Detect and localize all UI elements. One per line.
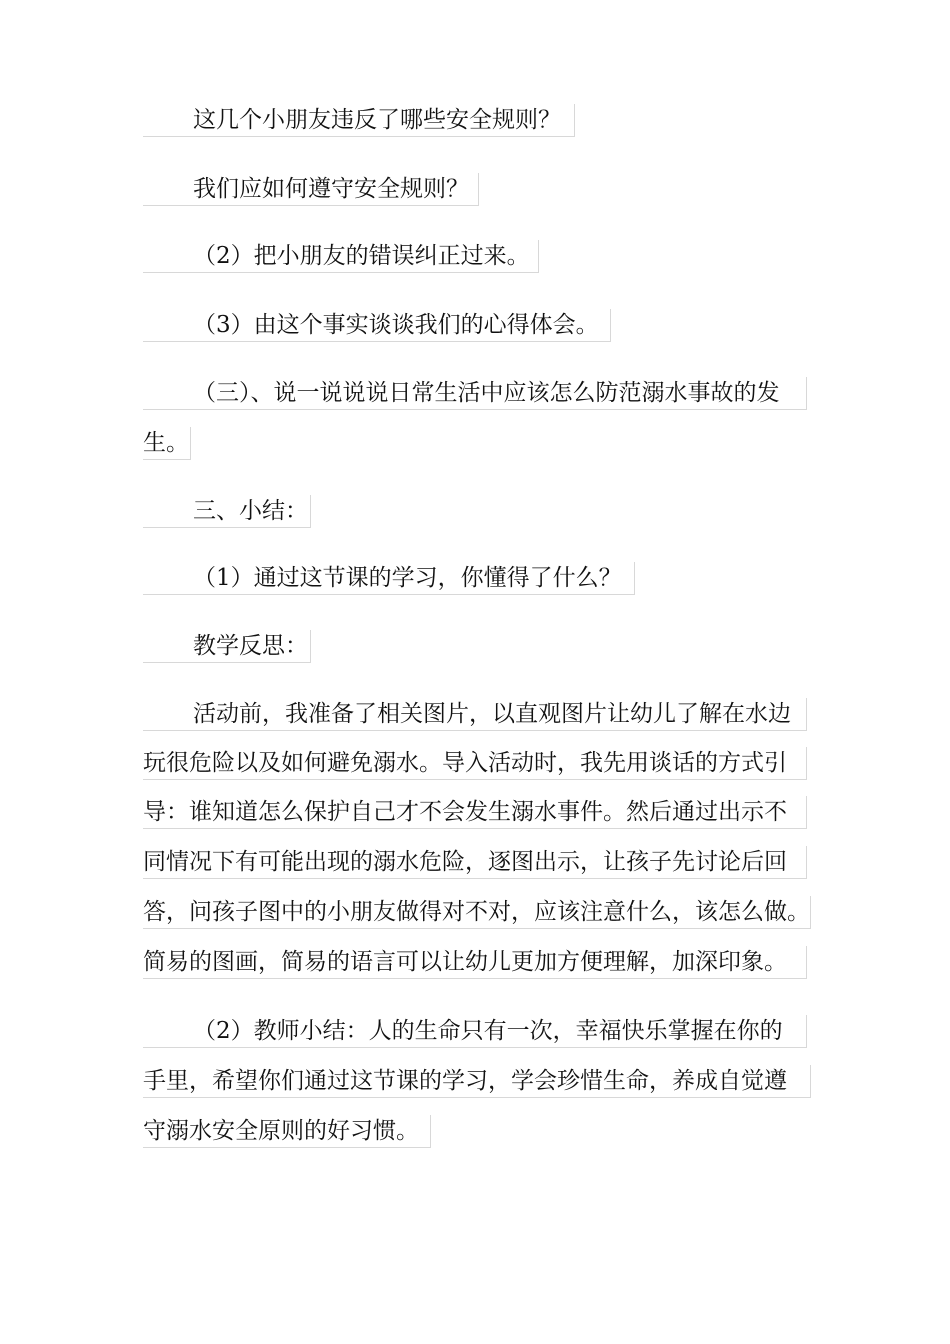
- text-line: 答，问孩子图中的小朋友做得对不对，应该注意什么，该怎么做。: [143, 896, 811, 929]
- text-line: （2）教师小结：人的生命只有一次，幸福快乐掌握在你的: [143, 1015, 807, 1048]
- section-heading: 三、小结：: [143, 495, 311, 528]
- text-line: 简易的图画，简易的语言可以让幼儿更加方便理解，加深印象。: [143, 946, 807, 979]
- text-line: 我们应如何遵守安全规则？: [143, 173, 479, 206]
- text-line: （1）通过这节课的学习，你懂得了什么？: [143, 562, 635, 595]
- text-line: 守溺水安全原则的好习惯。: [143, 1115, 431, 1148]
- text-line: 活动前，我准备了相关图片，以直观图片让幼儿了解在水边: [143, 698, 807, 731]
- text-line: 这几个小朋友违反了哪些安全规则？: [143, 104, 575, 137]
- text-line: 导：谁知道怎么保护自己才不会发生溺水事件。然后通过出示不: [143, 796, 807, 829]
- text-line: 手里，希望你们通过这节课的学习，学会珍惜生命，养成自觉遵: [143, 1065, 811, 1098]
- text-line: 同情况下有可能出现的溺水危险，逐图出示，让孩子先讨论后回: [143, 846, 807, 879]
- text-line: 生。: [143, 427, 191, 460]
- text-line: （3）由这个事实谈谈我们的心得体会。: [143, 309, 611, 342]
- text-line: 玩很危险以及如何避免溺水。导入活动时，我先用谈话的方式引: [143, 747, 807, 780]
- text-line: （2）把小朋友的错误纠正过来。: [143, 240, 539, 273]
- section-heading: 教学反思：: [143, 630, 311, 663]
- text-line: （三）、说一说说说日常生活中应该怎么防范溺水事故的发: [143, 377, 807, 410]
